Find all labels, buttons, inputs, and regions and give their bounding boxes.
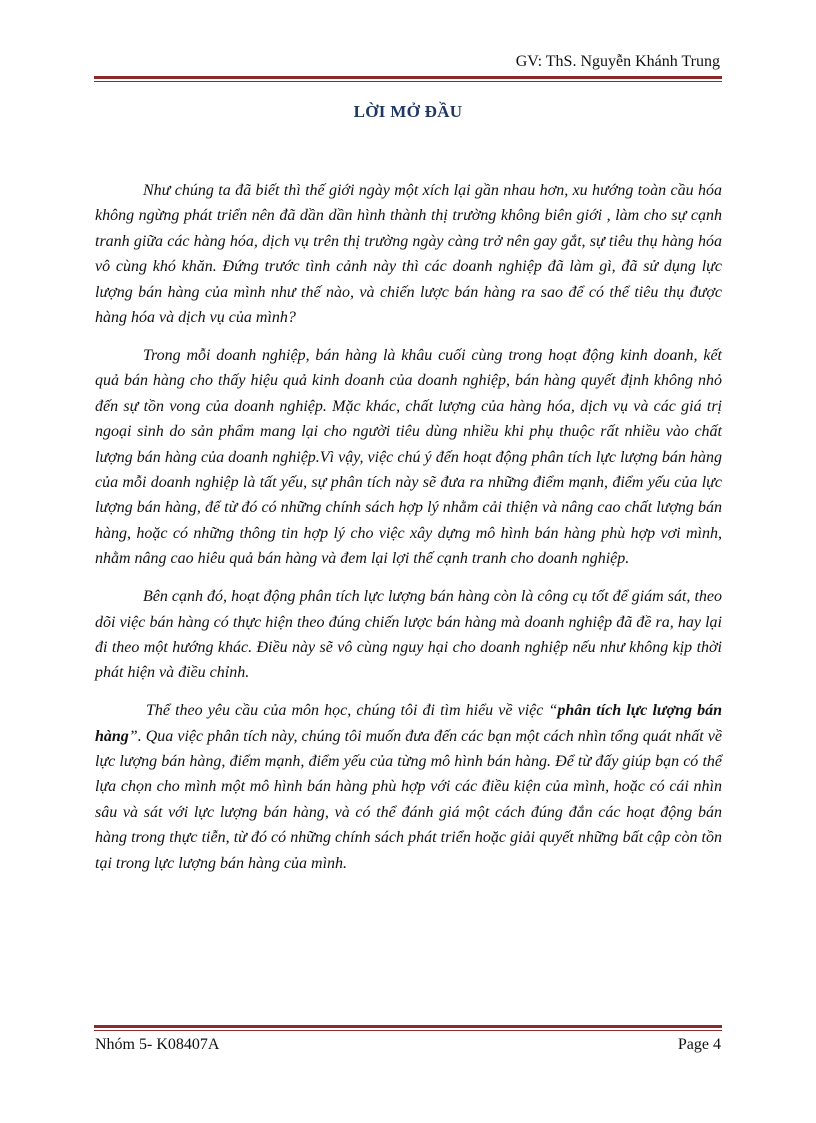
paragraph-4-topic: phân tích lực lượng bán hàng [95,702,723,745]
footer-page-number: Page 4 [677,1036,721,1053]
paragraph-4-rest: ”. Qua việc phân tích này, chúng tôi muốn đưa đến các bạn một cách nhìn tổng quát nhất về lực lượng bán hàng, điểm mạnh, điểm yếu của từng mô hình bán hàng. Để từ đấy giúp bạn có thể lựa chọn cho mình một mô hình bán hàng phù hợp với các điều kiện của mình, hoặc có cái nhìn sâu và sát với lực lượng bán hàng, và có thể đánh giá một cách đúng đắn các hoạt động bán hàng trong thực tiễn, từ đó có những chính sách phát triển hoặc giải quyết những bất cập còn tồn tại trong lực lượng bán hàng của mình. [95,727,722,872]
footer-divider [94,1025,722,1031]
paragraph-4 [95,698,722,876]
paragraph-2: Trong mỗi doanh nghiệp, bán hàng là khâu cuối cùng trong hoạt động kinh doanh, kết quả bán hàng cho thấy hiệu quả kinh doanh của doanh nghiệp, bán hàng quyết định không nhỏ đến sự tồn vong của doanh nghiệp. Mặc khác, chất lượng của hàng hóa, dịch vụ và các giá trị ngoại sinh do sản phẩm mang lại cho người tiêu dùng nhiều khi phụ thuộc rất nhiều vào chất lượng bán hàng của doanh nghiệp.Vì vậy, việc chú ý đến hoạt động phân tích lực lượng bán hàng của mỗi doanh nghiệp là tất yếu, sự phân tích này sẽ đưa ra những điểm mạnh, điểm yếu của lực lượng bán hàng, để từ đó có những chính sách hợp lý nhằm cải thiện và nâng cao chất lượng bán hàng, hoặc có những thông tin hợp lý cho việc xây dựng mô hình bán hàng phù hợp vơi mình, nhằm nâng cao hiêu quả bán hàng và đem lại lợi thế cạnh tranh cho doanh nghiệp. [95,346,722,568]
footer-group-label: Nhóm 5- K08407A [95,1036,220,1053]
header-divider [94,76,722,82]
document-body [95,178,722,889]
paragraph-1: Như chúng ta đã biết thì thế giới ngày một xích lại gần nhau hơn, xu hướng toàn cầu hóa không ngừng phát triển nên đã dần dần hình thành thị trường không biên giới , làm cho sự cạnh tranh giữa các hàng hóa, dịch vụ trên thị trường ngày càng trở nên gay gắt, sự tiêu thụ hàng hóa vô cùng khó khăn. Đứng trước tình cảnh này thì các doanh nghiệp đã làm gì, đã sử dụng lực lượng bán hàng của mình như thế nào, và chiến lược bán hàng ra sao để có thể tiêu thụ được hàng hóa và dịch vụ của mình? [95,182,722,327]
page-header-instructor: GV: ThS. Nguyễn Khánh Trung [515,53,720,70]
footer-divider-thin [94,1030,722,1031]
page-title: LỜI MỞ ĐẦU [353,102,463,121]
paragraph-3: Bên cạnh đó, hoạt động phân tích lực lượng bán hàng còn là công cụ tốt để giám sát, theo dõi việc bán hàng có thực hiện theo đúng chiến lược bán hàng mà doanh nghiệp đã đề ra, hay lại đi theo một hướng khác. Điều này sẽ vô cùng nguy hại cho doanh nghiệp nếu như không kịp thời phát hiện và điều chỉnh. [95,588,722,682]
paragraph-4-intro: Thể theo yêu cầu của môn học, chúng tôi đi tìm hiểu về việc “ [146,702,558,720]
header-divider-thick [94,76,722,79]
footer-divider-thick [94,1025,722,1028]
header-divider-thin [94,81,722,82]
